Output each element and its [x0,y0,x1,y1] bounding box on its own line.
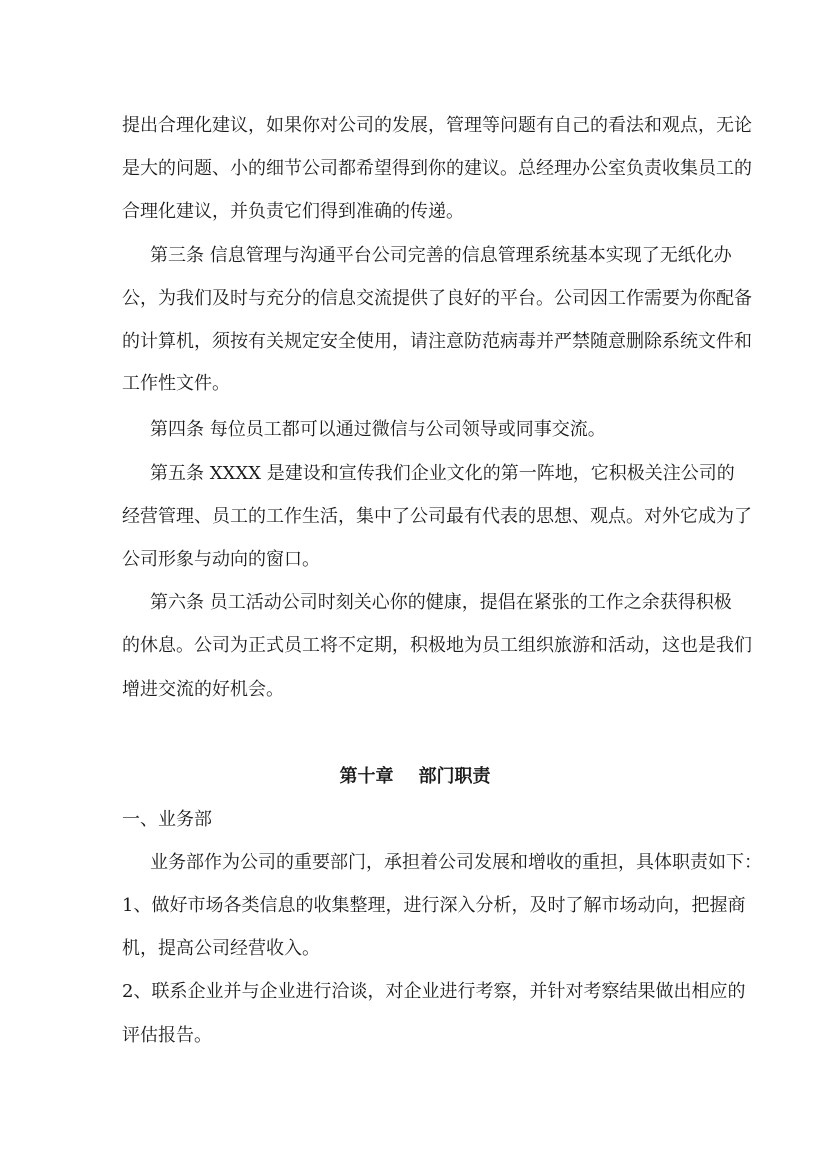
article-6-line: 第六条 员工活动公司时刻关心你的健康，提倡在紧张的工作之余获得积极 [150,592,732,613]
article-3-line: 第三条 信息管理与沟通平台公司完善的信息管理系统基本实现了无纸化办 [150,245,732,266]
text-line: 增进交流的好机会。 [122,679,284,700]
chapter-heading: 第十章 部门职责 [339,766,491,787]
article-5-line: 第五条 XXXX 是建设和宣传我们企业文化的第一阵地，它积极关注公司的 [150,463,735,484]
text-line: 是大的问题、小的细节公司都希望得到你的建议。总经理办公室负责收集员工的 [122,158,752,179]
text-line: 合理化建议，并负责它们得到准确的传递。 [122,201,464,222]
text-line: 提出合理化建议，如果你对公司的发展，管理等问题有自己的看法和观点，无论 [122,115,752,136]
list-item: 2、联系企业并与企业进行洽谈，对企业进行考察，并针对考察结果做出相应的 [122,981,746,1002]
text-line: 评估报告。 [122,1025,212,1046]
text-line: 公司形象与动向的窗口。 [122,549,320,570]
text-line: 的计算机，须按有关规定安全使用，请注意防范病毒并严禁随意删除系统文件和 [122,331,752,352]
text-line: 经营管理、员工的工作生活，集中了公司最有代表的思想、观点。对外它成为了 [122,506,752,527]
text-line: 业务部作为公司的重要部门，承担着公司发展和增收的重担，具体职责如下： [150,852,762,873]
article-4-line: 第四条 每位员工都可以通过微信与公司领导或同事交流。 [150,419,606,440]
section-heading: 一、业务部 [122,809,212,830]
text-line: 的休息。公司为正式员工将不定期，积极地为员工组织旅游和活动，这也是我们 [122,635,752,656]
text-line: 公，为我们及时与充分的信息交流提供了良好的平台。公司因工作需要为你配备 [122,288,752,309]
text-line: 工作性文件。 [122,373,230,394]
list-item: 1、做好市场各类信息的收集整理，进行深入分析，及时了解市场动向，把握商 [122,895,746,916]
text-line: 机，提高公司经营收入。 [122,938,320,959]
